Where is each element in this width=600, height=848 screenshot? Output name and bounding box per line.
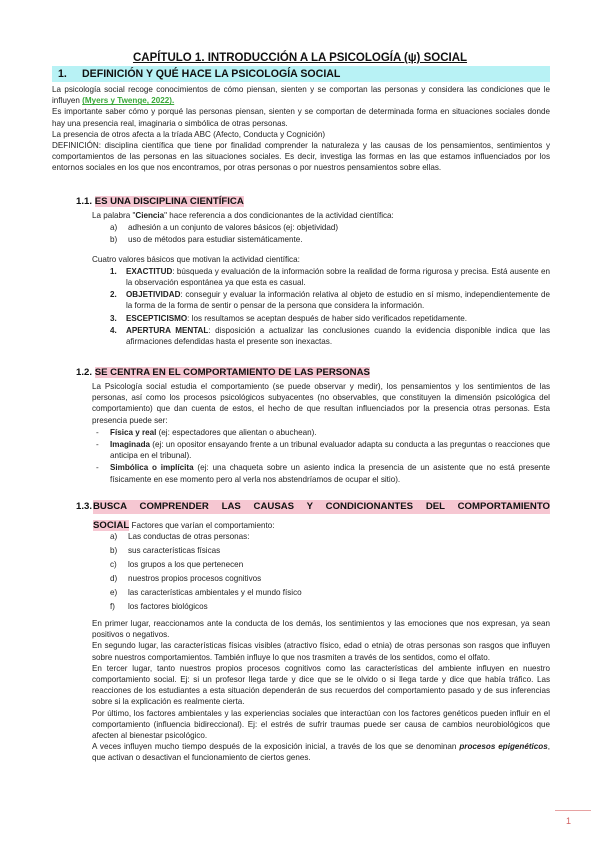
value-text: : búsqueda y evaluación de la información sobre la realidad de forma rigurosa y precisa. Está ausente en la observación espontánea ya que esta es casual. [126,266,550,288]
chapter-title: CAPÍTULO 1. INTRODUCCIÓN A LA PSICOLOGÍA (ψ) SOCIAL [132,52,468,64]
presence-text: (ej: una chaqueta sobre un asiento indica la presencia de un asistente que no está presente físicamente en ese momento pero al verla nos abstendríamos de ocupar el sitio). [110,463,550,484]
list-item [92,234,550,245]
value-marker: 4. [110,325,117,335]
value-text: : los resultamos se aceptan después de haber sido verificados repetidamente. [187,313,468,323]
section-1-2-number: 1.2. [76,367,93,378]
factor-text: sus características físicas [128,546,221,555]
factor-marker: e) [110,588,118,597]
ciencia-intro [92,210,550,221]
factor-text: los grupos a los que pertenecen [128,560,244,569]
value-marker: 2. [110,290,117,300]
paragraph-5-text-a: A veces influyen mucho tiempo después de la exposición inicial, a través de los que se denominan [92,742,460,752]
value-term: APERTURA MENTAL [126,325,209,335]
section-1-3-intro: Factores que varían el comportamiento: [129,521,275,530]
presence-text: (ej: espectadores que alientan o abuchean). [156,427,317,437]
section-1-2-title: SE CENTRA EN EL COMPORTAMIENTO DE LAS PERSONAS [94,367,370,378]
section-1-number: 1. [58,68,67,80]
value-term: OBJETIVIDAD [126,290,181,300]
section-1-3-factors [92,531,550,615]
value-marker: 3. [110,313,117,323]
presence-term: Simbólica o implícita [110,463,194,473]
list-item [92,222,550,233]
section-1-2-heading [76,366,370,380]
paragraph-5-text-b: , que activan o desactivan el funcionamiento de ciertos genes. [92,742,551,763]
section-1-1-title: ES UNA DISCIPLINA CIENTÍFICA [94,196,244,207]
section-1-2-body [92,381,550,485]
factor-text: nuestros propios procesos cognitivos [128,574,262,583]
presence-item [92,462,550,484]
section-1-title: DEFINICIÓN Y QUÉ HACE LA PSICOLOGÍA SOCIAL [82,68,341,80]
factor-marker: a) [110,532,118,541]
value-item [92,325,550,347]
presence-text: (ej: un opositor ensayando frente a un tribunal evaluador adapta su conducta a las preguntas o reacciones que anticipa en el tribunal). [110,440,550,461]
factor-item [92,587,550,601]
factor-marker: d) [110,574,118,583]
factor-text: las características ambientales y el mundo físico [128,588,302,597]
section-1-3-body [92,618,550,764]
section-1-paragraph-1 [52,84,550,106]
section-1-1-number: 1.1. [76,196,93,207]
value-term: ESCEPTICISMO [126,313,188,323]
list-item-text: adhesión a un conjunto de valores básicos (ej: objetividad) [128,223,339,233]
section-1-body [52,84,550,174]
presence-marker: - [96,440,99,450]
presence-term: Imaginada [110,440,151,450]
factor-item [92,573,550,587]
section-1-paragraph-4: DEFINICIÓN: disciplina científica que tiene por finalidad comprender la naturaleza y las causas de los pensamientos, sentimientos y comportamientos de las personas en las situaciones sociales. Es decir, investiga las formas en las que estamos influenciados por los entornos sociales en los que nos encontramos, por otras personas o por nuestros pensamientos sobre ellas. [52,141,550,173]
presence-marker: - [96,427,99,437]
list-marker: b) [110,235,118,245]
values-intro: Cuatro valores básicos que motivan la actividad científica: [92,254,300,264]
footer-divider [555,810,591,811]
ciencia-intro-a: La palabra " [92,211,136,220]
section-1-3-paragraph-1: En primer lugar, reaccionamos ante la conducta de los demás, los sentimientos y las emociones que nos expresan, ya sean positivos o negativos. [92,619,550,640]
value-item [92,313,550,324]
list-marker: a) [110,223,118,233]
factor-marker: b) [110,546,118,555]
value-item [92,266,550,288]
ciencia-intro-b: " hace referencia a dos condicionantes de la actividad científica: [164,211,394,220]
section-1-3-paragraph-3: En tercer lugar, tanto nuestros propios procesos cognitivos como las características del ambiente influyen en nuestro comportamiento social. Ej: si un profesor llega tarde y dice que se le olvido o si llega tarde y dice que había tráfico. Las reacciones de los estudiantes a esta situación dependerán de sus recuerdos del comportamiento pasado y de sus inferencias sobre si la explicación es realmente cierta. [92,663,550,707]
page-number: 1 [566,816,572,826]
section-1-paragraph-3: La presencia de otros afecta a la tríada ABC (Afecto, Conducta y Cognición) [52,129,326,139]
factor-item [92,545,550,559]
factor-text: los factores biológicos [128,602,208,611]
factor-marker: c) [110,560,117,569]
section-1-3-paragraph-5 [92,741,550,763]
section-1-3-number: 1.3. [76,501,93,512]
value-term: EXACTITUD [126,266,173,276]
list-item-text: uso de métodos para estudiar sistemáticamente. [128,235,303,245]
section-1-3-heading-line [76,500,550,514]
reference-link[interactable]: (Myers y Twenge, 2022). [82,96,175,106]
factor-marker: f) [110,602,115,611]
presence-item [92,439,550,461]
presence-marker: - [96,463,99,473]
value-text: : conseguir y evaluar la información relativa al objeto de estudio en sí mismo, independientemente de la forma de la forma de sentir o pensar de la persona que considera la información. [126,290,550,311]
value-item [92,289,550,311]
presence-term: Física y real [110,427,157,437]
section-1-1-body [92,210,550,347]
section-1-1-heading [76,195,244,209]
section-1-3-paragraph-2: En segundo lugar, las características físicas visibles (atractivo físico, edad o etnia) de otras personas son rasgos que influyen sobre nuestros comportamientos. También influye lo que nos trasmiten a través de los sentidos, como el olfato. [92,641,550,662]
value-marker: 1. [110,266,117,276]
section-1-3-title-line-2: SOCIAL [93,520,130,531]
value-text: : disposición a actualizar las conclusiones cuando la evidencia disponible indica que las afirmaciones defendidas hasta el presente son inexactas. [126,325,550,347]
section-1-3-heading [76,500,550,533]
section-1-3-title-line-1: BUSCA COMPRENDER LAS CAUSAS Y CONDICIONANTES DEL COMPORTAMIENTO [93,501,550,512]
factor-text: Las conductas de otras personas: [128,532,250,541]
section-1-2-paragraph: La Psicología social estudia el comportamiento (se puede observar y medir), los pensamientos y los sentimientos de las personas, así como los procesos psicológicos subyacentes (no observables, que constituyen la dimensión psicológica del comportamiento) que dan cuenta de estos, el hecho de que resultan influenciados por la presencia otras personas. Esta presencia puede ser: [92,382,550,425]
factor-item [92,531,550,545]
presence-item [92,427,550,438]
section-1-paragraph-1-text: La psicología social recoge conocimientos de cómo piensan, sienten y se comportan las personas y considera las condiciones que le influyen [52,85,550,106]
ciencia-word: Ciencia [135,211,165,220]
factor-item [92,601,550,615]
section-1-paragraph-2: Es importante saber cómo y porqué las personas piensan, sienten y se comportan de determinada forma en situaciones sociales donde hay una presencia real, imaginaria o simbólica de otras personas. [52,107,550,128]
epigenetic-term: procesos epigenéticos [459,742,548,752]
factor-item [92,559,550,573]
section-1-3-paragraph-4: Por último, los factores ambientales y las experiencias sociales que interactúan con los factores genéticos pueden influir en el comportamiento (influencia bidireccional). Ej: el estrés de sufrir traumas puede ser causa de cambios neurobiológicos que afecten al bienestar psicológico. [92,708,550,741]
section-1-heading [52,66,550,82]
